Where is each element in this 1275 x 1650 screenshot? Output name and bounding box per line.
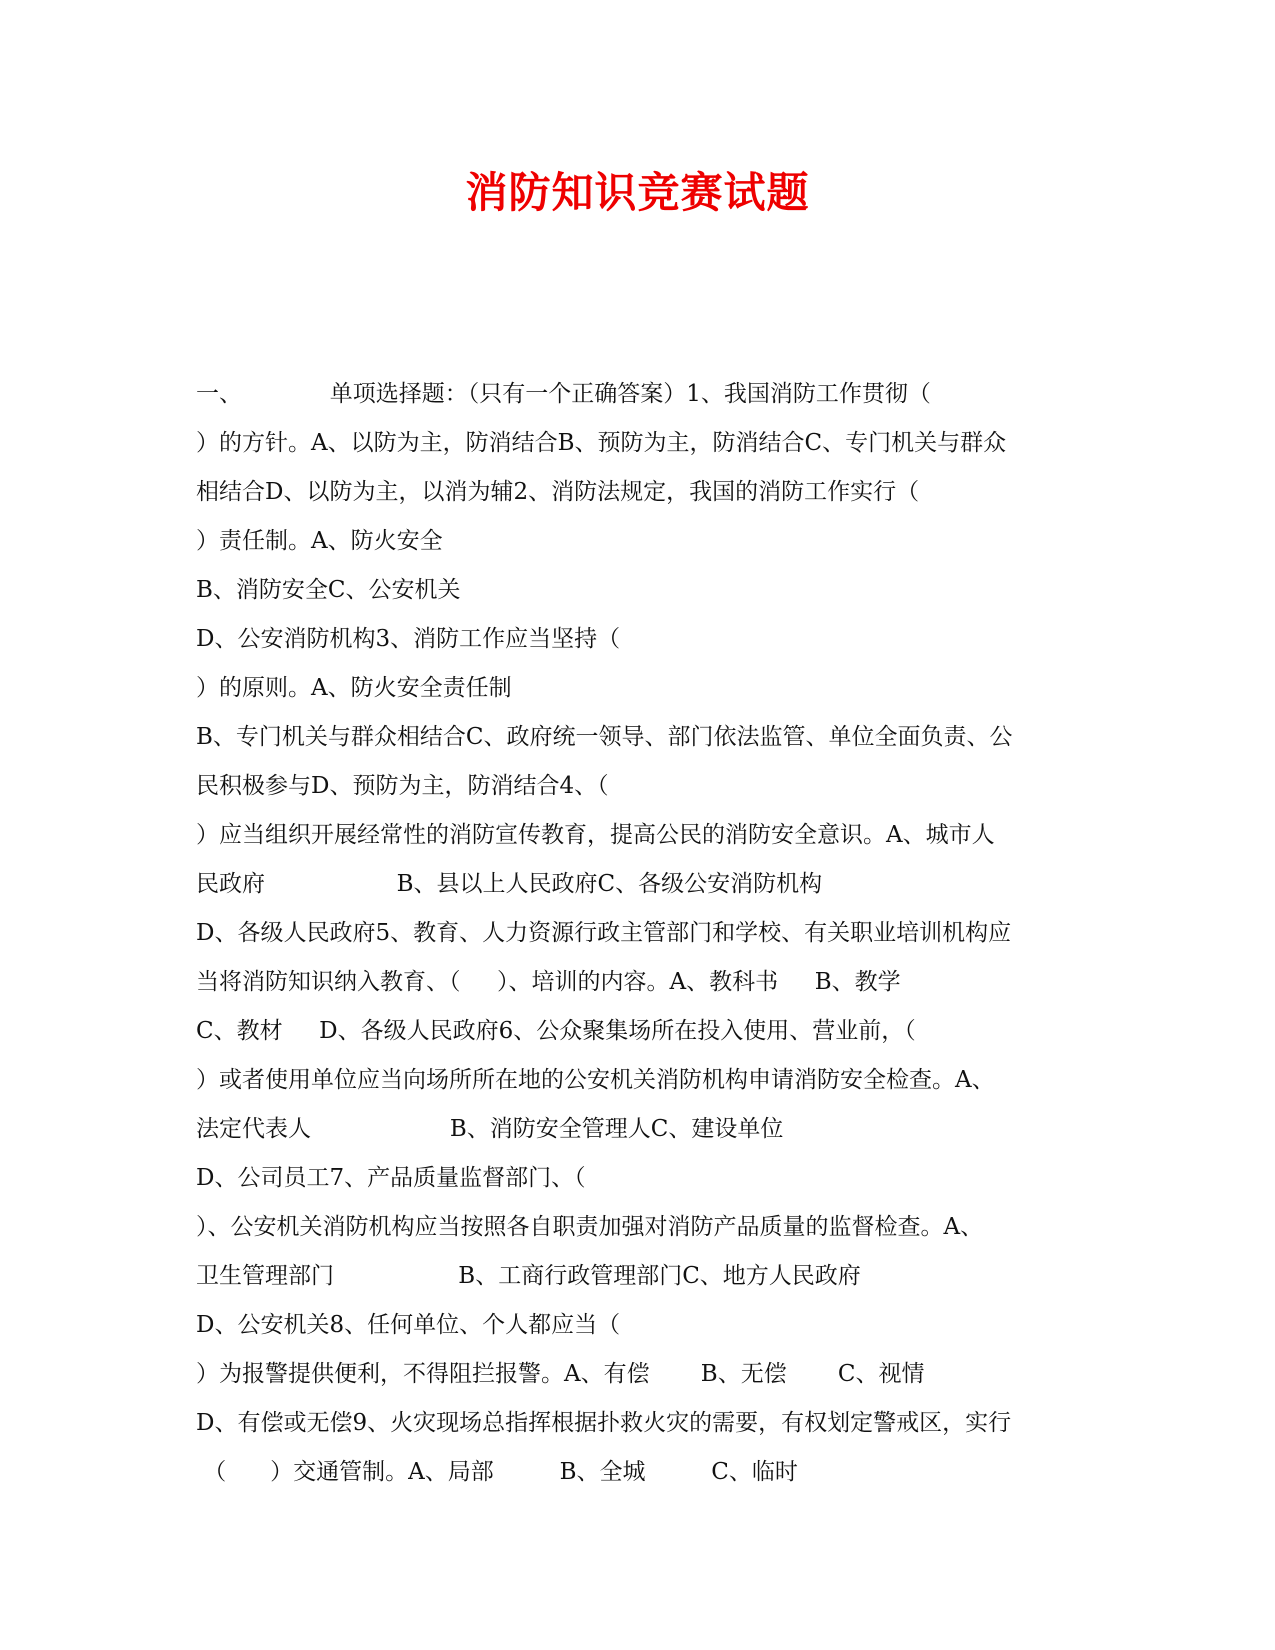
text-line: D、公司员工7、产品质量监督部门、（ [196, 1165, 586, 1191]
text-line: ）、公安机关消防机构应当按照各自职责加强对消防产品质量的监督检查。A、 [196, 1214, 984, 1240]
text-line: ）责任制。A、防火安全 [196, 528, 443, 554]
text-line: ）应当组织开展经常性的消防宣传教育，提高公民的消防安全意识。A、城市人 [196, 822, 995, 848]
text-line: B、专门机关与群众相结合C、政府统一领导、部门依法监管、单位全面负责、公 [196, 724, 1013, 750]
question-body [196, 370, 1096, 1497]
text-line: ）的原则。A、防火安全责任制 [196, 675, 512, 701]
text-line: 当将消防知识纳入教育、（ ）、培训的内容。A、教科书 B、教学 [196, 969, 901, 995]
page-title: 消防知识竞赛试题 [465, 168, 810, 217]
text-line: 民积极参与D、预防为主，防消结合4、（ [196, 773, 609, 799]
text-line: D、有偿或无偿9、火灾现场总指挥根据扑救火灾的需要，有权划定警戒区，实行 [196, 1410, 1012, 1436]
text-line: 民政府 B、县以上人民政府C、各级公安消防机构 [196, 871, 823, 897]
text-line: D、公安消防机构3、消防工作应当坚持（ [196, 626, 621, 652]
text-line: 卫生管理部门 B、工商行政管理部门C、地方人民政府 [196, 1263, 861, 1289]
text-line: ）的方针。A、以防为主，防消结合B、预防为主，防消结合C、专门机关与群众 [196, 430, 1007, 456]
text-line: （ ）交通管制。A、局部 B、全城 C、临时 [196, 1459, 798, 1485]
text-line: 一、 单项选择题：（只有一个正确答案）1、我国消防工作贯彻（ [196, 381, 931, 407]
text-line: D、各级人民政府5、教育、人力资源行政主管部门和学校、有关职业培训机构应 [196, 920, 1012, 946]
text-line: 相结合D、以防为主，以消为辅2、消防法规定，我国的消防工作实行（ [196, 479, 920, 505]
text-line: ）或者使用单位应当向场所所在地的公安机关消防机构申请消防安全检查。A、 [196, 1067, 995, 1093]
text-line: C、教材 D、各级人民政府6、公众聚集场所在投入使用、营业前，（ [196, 1018, 916, 1044]
text-line: ）为报警提供便利，不得阻拦报警。A、有偿 B、无偿 C、视情 [196, 1361, 925, 1387]
text-line: 法定代表人 B、消防安全管理人C、建设单位 [196, 1116, 784, 1142]
text-line: B、消防安全C、公安机关 [196, 577, 461, 603]
text-line: D、公安机关8、任何单位、个人都应当（ [196, 1312, 621, 1338]
